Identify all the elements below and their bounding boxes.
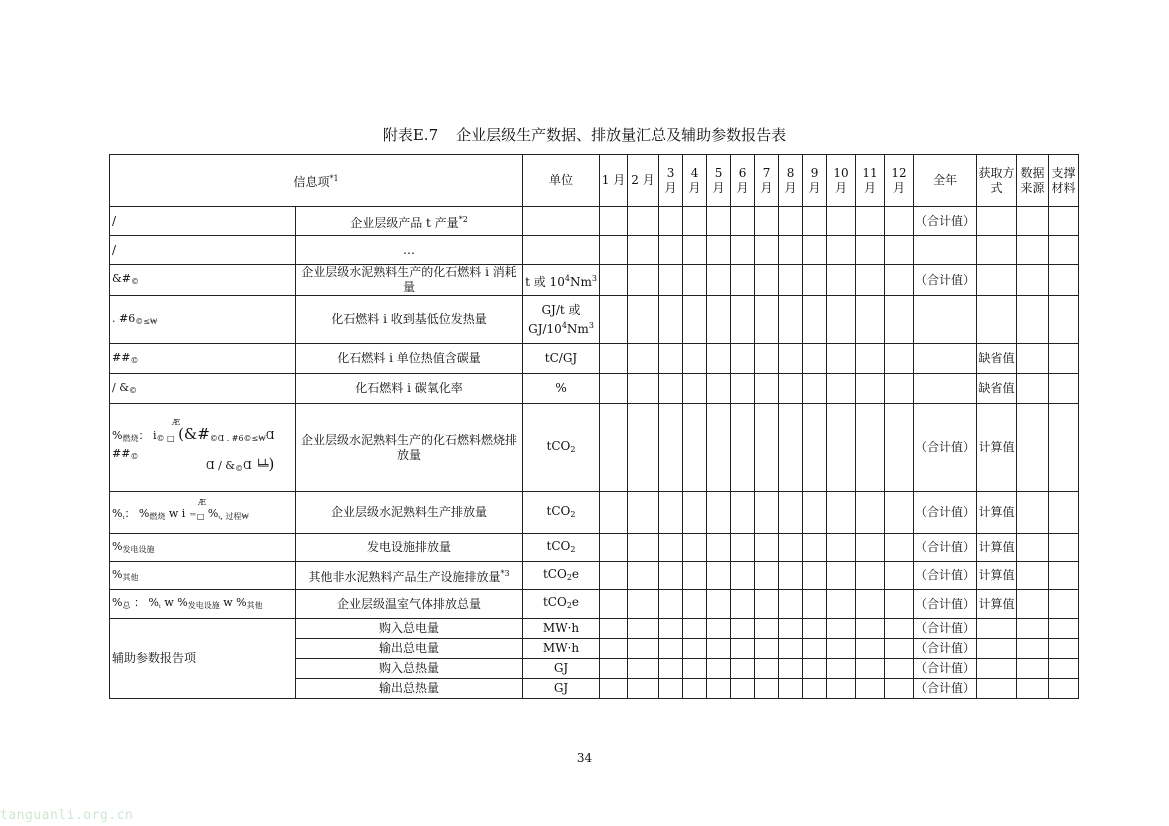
row-code: / $\&_©$ bbox=[110, 374, 296, 404]
aux-unit: MW·h bbox=[523, 619, 600, 639]
aux-year: （合计值） bbox=[914, 619, 977, 639]
row-name: … bbox=[296, 236, 523, 265]
table-title bbox=[0, 124, 1169, 145]
table-row bbox=[110, 344, 1079, 374]
row-unit: GJ/t 或 $GJ/10^4Nm^3$ bbox=[523, 296, 600, 344]
aux-year: （合计值） bbox=[914, 679, 977, 699]
row-name: 化石燃料 i 单位热值含碳量 bbox=[296, 344, 523, 374]
row-year bbox=[914, 296, 977, 344]
row-method: 计算值 bbox=[977, 562, 1017, 590]
row-unit: tCO$_2$ bbox=[523, 404, 600, 492]
header-month-7: 7 月 bbox=[755, 155, 779, 207]
header-month-4: 4 月 bbox=[683, 155, 707, 207]
header-row bbox=[110, 155, 1079, 207]
aux-name: 输出总热量 bbox=[296, 679, 523, 699]
header-month-8: 8 月 bbox=[779, 155, 803, 207]
header-month-11: 11 月 bbox=[856, 155, 885, 207]
aux-row bbox=[110, 619, 1079, 639]
header-info: 信息项$^{*1}$ bbox=[110, 155, 523, 207]
header-month-9: 9 月 bbox=[803, 155, 827, 207]
row-unit: tCO$_2$ bbox=[523, 534, 600, 562]
aux-year: （合计值） bbox=[914, 659, 977, 679]
table-title-text: 企业层级生产数据、排放量汇总及辅助参数报告表 bbox=[456, 126, 787, 144]
table-row bbox=[110, 236, 1079, 265]
aux-year: （合计值） bbox=[914, 639, 977, 659]
row-method: 计算值 bbox=[977, 590, 1017, 619]
row-code: / bbox=[110, 236, 296, 265]
row-method bbox=[977, 296, 1017, 344]
aux-name: 购入总电量 bbox=[296, 619, 523, 639]
header-source: 数据来源 bbox=[1017, 155, 1049, 207]
row-unit: % bbox=[523, 374, 600, 404]
row-name: 化石燃料 i 收到基低位发热量 bbox=[296, 296, 523, 344]
row-name: 企业层级水泥熟料生产的化石燃料 i 消耗量 bbox=[296, 265, 523, 296]
row-method: 计算值 bbox=[977, 534, 1017, 562]
aux-name: 输出总电量 bbox=[296, 639, 523, 659]
table-row bbox=[110, 374, 1079, 404]
row-code: $\%_{发电设施}$ bbox=[110, 534, 296, 562]
row-method bbox=[977, 265, 1017, 296]
aux-unit: MW·h bbox=[523, 639, 600, 659]
row-unit bbox=[523, 236, 600, 265]
row-method: 计算值 bbox=[977, 492, 1017, 534]
table-row bbox=[110, 534, 1079, 562]
row-year: （合计值） bbox=[914, 265, 977, 296]
table-row bbox=[110, 562, 1079, 590]
row-method: 缺省值 bbox=[977, 374, 1017, 404]
row-year bbox=[914, 344, 977, 374]
row-name: 企业层级产品 t 产量$^{*2}$ bbox=[296, 207, 523, 236]
row-code: $\%_{其他}$ bbox=[110, 562, 296, 590]
row-method: 计算值 bbox=[977, 404, 1017, 492]
header-method: 获取方式 bbox=[977, 155, 1017, 207]
row-year: （合计值） bbox=[914, 207, 977, 236]
process-formula: Æ $\%_{_t}$： $\%_{燃烧}$ w i $_{™□}$ $\%_{_t, 过程₩}$ bbox=[112, 497, 249, 521]
row-code: . $\#6_{©\le₩}$ bbox=[110, 296, 296, 344]
header-support: 支撑材料 bbox=[1049, 155, 1079, 207]
row-unit: tCO$_2$ bbox=[523, 492, 600, 534]
row-year bbox=[914, 374, 977, 404]
aux-label: 辅助参数报告项 bbox=[110, 619, 296, 699]
row-code bbox=[110, 404, 296, 492]
header-month-5: 5 月 bbox=[707, 155, 731, 207]
combustion-formula: Æ $\%_{燃烧}$： $i_{© □}$ ($\&\#_{©Ɑ . \#6©\le₩}Ɑ$ $\#\#_©$ Ɑ / $\&_©Ɑ$ ╘╧) bbox=[112, 417, 275, 473]
table-row bbox=[110, 265, 1079, 296]
row-unit bbox=[523, 207, 600, 236]
table-title-number: 附表E.7 bbox=[382, 126, 439, 144]
row-year: （合计值） bbox=[914, 590, 977, 619]
row-year bbox=[914, 236, 977, 265]
row-name: 发电设施排放量 bbox=[296, 534, 523, 562]
row-code: / bbox=[110, 207, 296, 236]
row-unit: tC/GJ bbox=[523, 344, 600, 374]
row-name: 企业层级水泥熟料生产排放量 bbox=[296, 492, 523, 534]
table-row bbox=[110, 296, 1079, 344]
row-year: （合计值） bbox=[914, 404, 977, 492]
row-method bbox=[977, 236, 1017, 265]
aux-name: 购入总热量 bbox=[296, 659, 523, 679]
header-month-10: 10 月 bbox=[827, 155, 856, 207]
row-name: 其他非水泥熟料产品生产设施排放量$^{*3}$ bbox=[296, 562, 523, 590]
row-year: （合计值） bbox=[914, 492, 977, 534]
header-month-1: 1 月 bbox=[600, 155, 628, 207]
watermark-text: tanguanli.org.cn bbox=[0, 808, 134, 823]
header-year: 全年 bbox=[914, 155, 977, 207]
row-year: （合计值） bbox=[914, 534, 977, 562]
header-unit: 单位 bbox=[523, 155, 600, 207]
row-name: 企业层级水泥熟料生产的化石燃料燃烧排放量 bbox=[296, 404, 523, 492]
table-row bbox=[110, 590, 1079, 619]
row-method: 缺省值 bbox=[977, 344, 1017, 374]
row-code: $\#\#_©$ bbox=[110, 344, 296, 374]
row-unit: tCO$_2$e bbox=[523, 562, 600, 590]
header-month-6: 6 月 bbox=[731, 155, 755, 207]
page-number: 34 bbox=[576, 751, 593, 765]
row-name: 化石燃料 i 碳氧化率 bbox=[296, 374, 523, 404]
header-month-2: 2 月 bbox=[628, 155, 659, 207]
row-code bbox=[110, 492, 296, 534]
table-row bbox=[110, 404, 1079, 492]
header-month-3: 3 月 bbox=[659, 155, 683, 207]
aux-unit: GJ bbox=[523, 659, 600, 679]
aux-unit: GJ bbox=[523, 679, 600, 699]
table-row bbox=[110, 207, 1079, 236]
row-method bbox=[977, 207, 1017, 236]
report-table bbox=[109, 154, 1079, 699]
header-month-12: 12 月 bbox=[885, 155, 914, 207]
row-name: 企业层级温室气体排放总量 bbox=[296, 590, 523, 619]
row-code: $\%_总$ ： $\%_{_t}$ w $\%_{发电设施}$ w $\%_{其他}$ bbox=[110, 590, 296, 619]
row-unit: t 或 $10^4Nm^3$ bbox=[523, 265, 600, 296]
row-unit: tCO$_2$e bbox=[523, 590, 600, 619]
row-code: $\&\#_©$ bbox=[110, 265, 296, 296]
table-row bbox=[110, 492, 1079, 534]
row-year: （合计值） bbox=[914, 562, 977, 590]
